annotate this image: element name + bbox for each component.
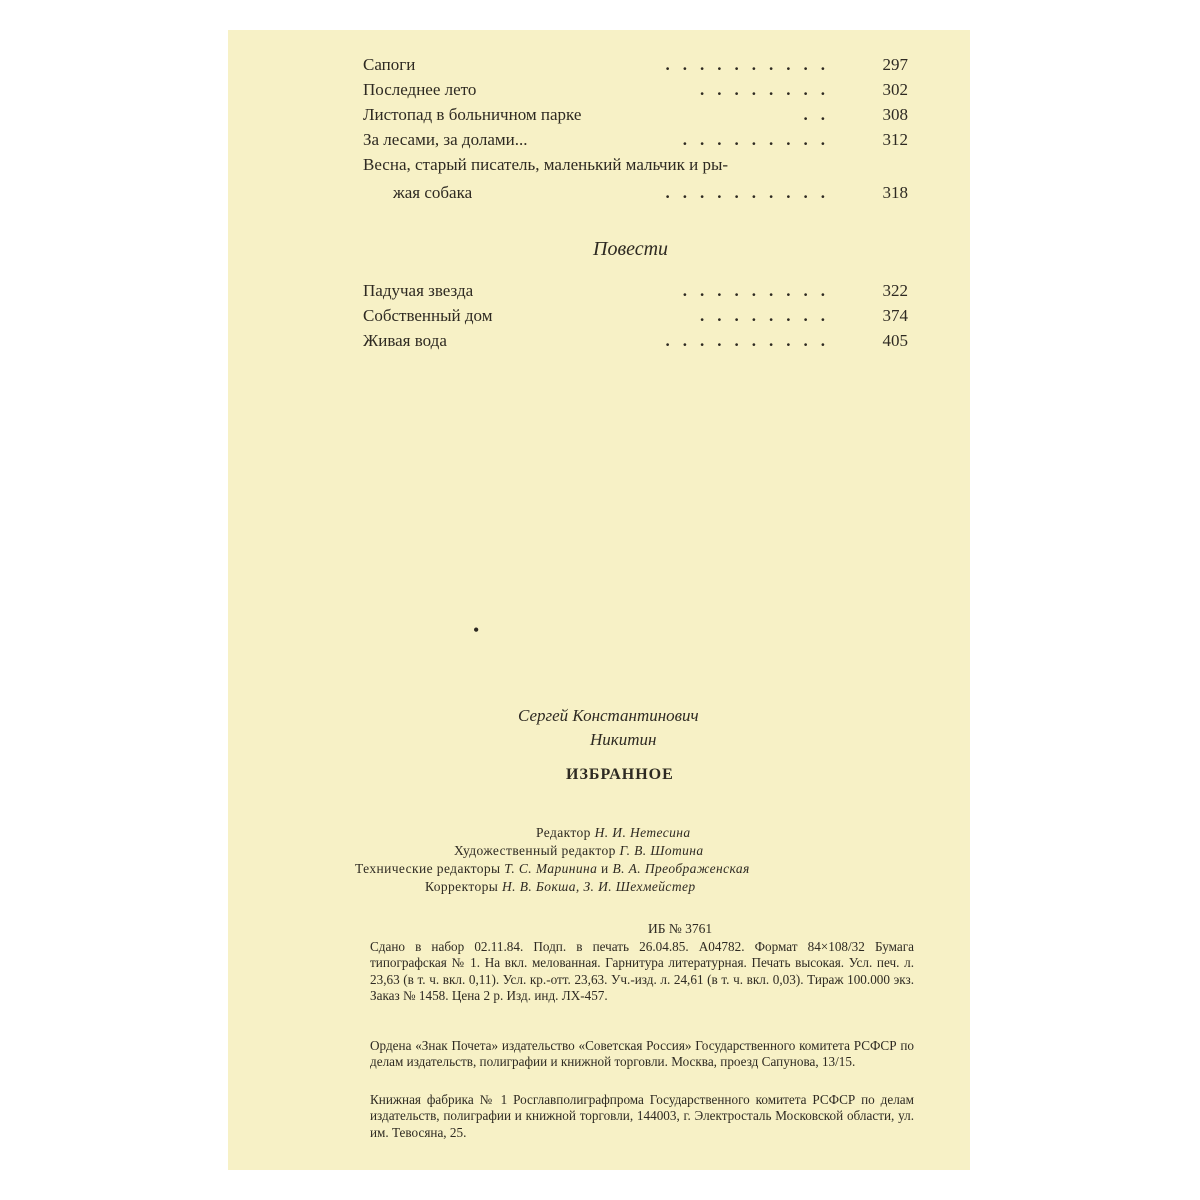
correctors-names: Н. В. Бокша, З. И. Шехмейстер [502, 879, 696, 894]
toc-page-number: 302 [882, 80, 908, 99]
toc-page-number: 322 [882, 281, 908, 300]
imprint-paragraph: Ордена «Знак Почета» издательство «Советская Россия» Государственного комитета РСФСР по делам издательств, полиграфии и книжной торговли. Москва, проезд Сапунова, 13/15. [370, 1038, 914, 1070]
toc-title: Листопад в больничном парке [363, 105, 582, 124]
toc-title: Сапоги [363, 55, 416, 74]
leader-dots: ......... [682, 281, 838, 300]
tech-editors-label: Технические редакторы [355, 861, 501, 876]
author-surname: Никитин [590, 730, 657, 749]
leader-dots: .......... [665, 331, 838, 350]
tech-editor-name: В. А. Преображенская [612, 861, 750, 876]
imprint-publisher [370, 1038, 914, 1071]
toc-entry [363, 77, 908, 102]
imprint-paragraph: Сдано в набор 02.11.84. Подп. в печать 26.04.85. А04782. Формат 84×108/32 Бумага типографская № 1. На вкл. мелованная. Гарнитура литературная. Печать высокая. Усл. печ. л. 23,63 (в т. ч. вкл. 0,11). Усл. кр.-отт. 23,63. Уч.-изд. л. 24,61 (в т. ч. вкл. 0,03). Тираж 100.000 экз. Заказ № 1458. Цена 2 р. Изд. инд. ЛХ-457. [370, 939, 914, 1004]
toc-entry [363, 278, 908, 303]
toc-title-line1: Весна, старый писатель, маленький мальчик и ры- [363, 155, 729, 174]
toc-entry [363, 52, 908, 77]
toc-entry [363, 152, 908, 180]
imprint-paragraph: Книжная фабрика № 1 Росглавполиграфпрома Государственного комитета РСФСР по делам издательств, полиграфии и книжной торговли, 144003, г. Электросталь Московской области, ул. им. Тевосяна, 25. [370, 1092, 914, 1140]
stray-mark: • [473, 620, 480, 640]
toc-title: Собственный дом [363, 306, 493, 325]
leader-dots: .......... [665, 183, 838, 202]
leader-dots: .. [803, 105, 838, 124]
leader-dots: .......... [665, 55, 838, 74]
book-page [228, 30, 970, 1170]
toc-title-line2: жая собака [393, 183, 473, 202]
section-heading: Повести [593, 238, 669, 260]
toc-block [363, 52, 908, 205]
toc-page-number: 297 [882, 55, 908, 74]
editor-credit [536, 825, 691, 841]
correctors-label: Корректоры [425, 879, 499, 894]
editor-name: Н. И. Нетесина [594, 825, 691, 840]
art-editor-label: Художественный редактор [454, 843, 616, 858]
toc-title: Последнее лето [363, 80, 477, 99]
imprint-print-data [370, 939, 914, 1005]
toc-title: Живая вода [363, 331, 447, 350]
tech-editor-name: Т. С. Маринина [504, 861, 598, 876]
tech-editors-credit [355, 861, 750, 877]
imprint-printer [370, 1092, 914, 1141]
leader-dots: ........ [700, 80, 838, 99]
art-editor-name: Г. В. Шотина [619, 843, 704, 858]
toc-entry [363, 303, 908, 328]
toc-entry [363, 328, 908, 353]
toc-page-number: 318 [882, 183, 908, 202]
toc-page-number: 312 [882, 130, 908, 149]
toc-entry [363, 127, 908, 152]
toc-block [363, 278, 908, 353]
ib-number: ИБ № 3761 [648, 921, 713, 936]
toc-page-number: 308 [882, 105, 908, 124]
art-editor-credit [454, 843, 704, 859]
conjunction: и [601, 861, 609, 876]
book-title: ИЗБРАННОЕ [566, 766, 674, 783]
leader-dots: ........ [700, 306, 838, 325]
leader-dots: ......... [682, 130, 838, 149]
toc-title: Падучая звезда [363, 281, 474, 300]
toc-entry [363, 102, 908, 127]
toc-page-number: 405 [882, 331, 908, 350]
author-first-names: Сергей Константинович [518, 706, 699, 725]
toc-title: За лесами, за долами... [363, 130, 528, 149]
toc-entry-continued [363, 180, 908, 205]
correctors-credit [425, 879, 696, 895]
toc-page-number: 374 [882, 306, 908, 325]
editor-label: Редактор [536, 825, 591, 840]
